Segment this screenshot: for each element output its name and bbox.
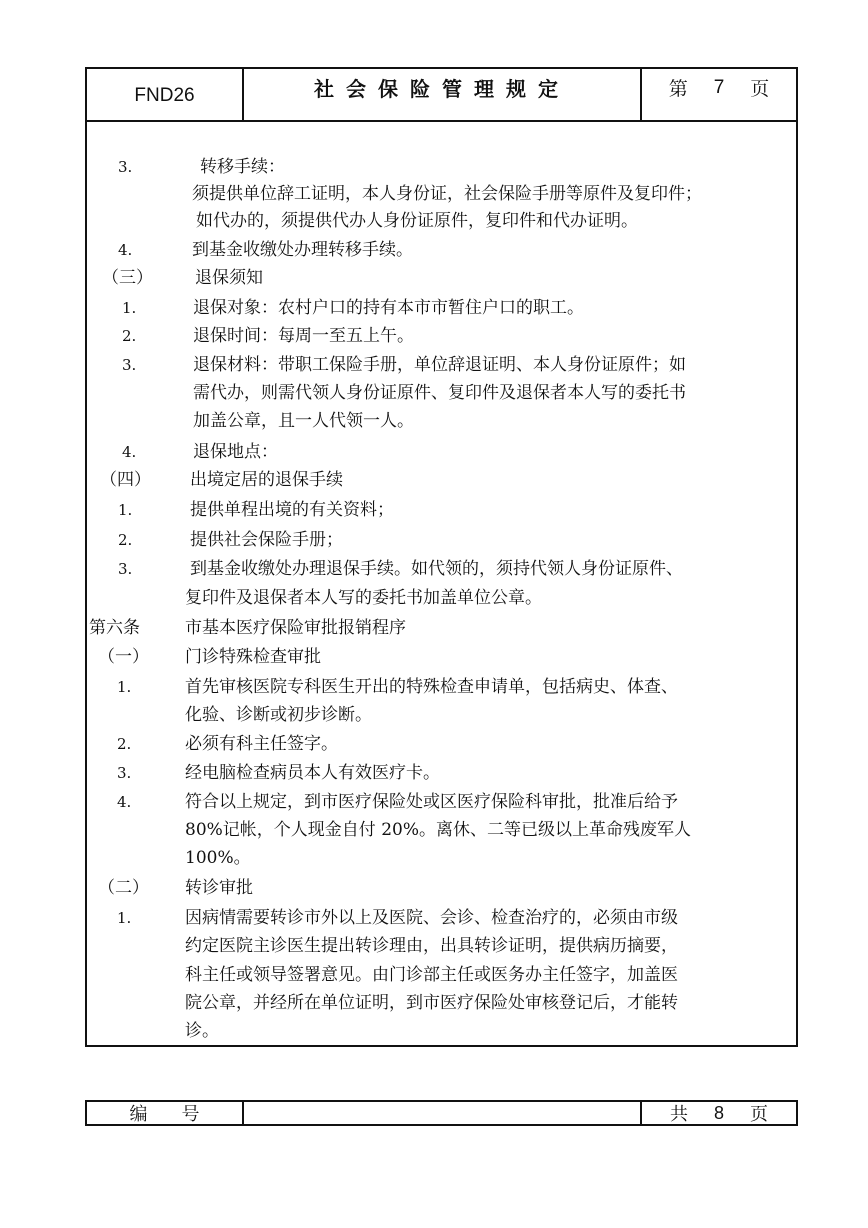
total-suffix: 页	[750, 1104, 768, 1125]
text-line: 退保对象：农村户口的持有本市市暂住户口的职工。	[193, 298, 584, 318]
item-number: 2.	[118, 531, 133, 549]
text-line: 院公章，并经所在单位证明，到市医疗保险处审核登记后，才能转	[185, 993, 678, 1013]
item-number: 3.	[118, 560, 133, 578]
text-line: 必须有科主任签字。	[185, 734, 338, 754]
item-number: 3.	[117, 764, 132, 782]
footer-total-pages	[642, 1102, 796, 1124]
item-number: 4.	[117, 793, 132, 811]
text-line: 门诊特殊检查审批	[185, 647, 321, 667]
text-line: 因病情需要转诊市外以上及医院、会诊、检查治疗的，必须由市级	[185, 908, 678, 928]
item-number: （一）	[98, 647, 149, 667]
page-number: 7	[713, 76, 725, 98]
item-number: 4.	[122, 443, 137, 461]
text-line: 经电脑检查病员本人有效医疗卡。	[185, 763, 440, 783]
text-line: 如代办的，须提供代办人身份证原件，复印件和代办证明。	[196, 211, 638, 231]
text-line: 到基金收缴处办理退保手续。如代领的，须持代领人身份证原件、	[190, 559, 683, 579]
item-number: 2.	[122, 327, 137, 345]
text-line: 转诊审批	[185, 878, 253, 898]
text-line: 约定医院主诊医生提出转诊理由，出具转诊证明，提供病历摘要，	[185, 936, 678, 956]
text-line: 100%。	[185, 848, 251, 868]
text-line: 复印件及退保者本人写的委托书加盖单位公章。	[185, 588, 542, 608]
text-line: 提供单程出境的有关资料；	[190, 500, 394, 520]
footer-label-text: 编号	[129, 1104, 234, 1125]
item-number: 1.	[118, 501, 133, 519]
item-number: （三）	[102, 268, 153, 288]
text-line: 退保时间：每周一至五上午。	[193, 326, 414, 346]
text-line: 退保材料：带职工保险手册，单位辞退证明、本人身份证原件；如	[193, 355, 686, 375]
text-line: 80%记帐，个人现金自付 20%。离休、二等已级以上革命残废军人	[185, 820, 691, 840]
total-pages-number: 8	[713, 1102, 724, 1123]
item-number: 3.	[118, 158, 133, 176]
text-line: 出境定居的退保手续	[190, 470, 343, 490]
text-line: 提供社会保险手册；	[190, 530, 343, 550]
text-line: 需代办，则需代领人身份证原件、复印件及退保者本人写的委托书	[193, 383, 686, 403]
footer-number-label	[87, 1102, 244, 1124]
item-number: 3.	[122, 356, 137, 374]
text-line: 诊。	[185, 1021, 219, 1041]
document-header	[85, 67, 798, 122]
text-line: 科主任或领导签署意见。由门诊部主任或医务办主任签字，加盖医	[185, 965, 678, 985]
text-line: 退保须知	[195, 268, 263, 288]
document-title: 社会保险管理规定	[244, 69, 642, 120]
text-line: 退保地点：	[193, 442, 278, 462]
item-number: 第六条	[89, 618, 140, 638]
text-line: 加盖公章，且一人代领一人。	[193, 411, 414, 431]
item-number: 1.	[122, 299, 137, 317]
page-prefix: 第	[668, 78, 688, 100]
text-line: 化验、诊断或初步诊断。	[185, 705, 372, 725]
text-line: 转移手续：	[200, 157, 285, 177]
text-line: 须提供单位辞工证明，本人身份证，社会保险手册等原件及复印件；	[192, 184, 702, 204]
footer-blank-cell	[244, 1102, 642, 1124]
document-code: FND26	[87, 69, 244, 120]
page-suffix: 页	[750, 78, 770, 100]
page-indicator	[642, 69, 796, 120]
text-line: 符合以上规定，到市医疗保险处或区医疗保险科审批，批准后给予	[185, 792, 678, 812]
item-number: （二）	[98, 878, 149, 898]
text-line: 市基本医疗保险审批报销程序	[185, 618, 406, 638]
document-footer	[85, 1100, 798, 1126]
item-number: 1.	[117, 678, 132, 696]
item-number: 4.	[118, 241, 133, 259]
text-line: 首先审核医院专科医生开出的特殊检查申请单，包括病史、体查、	[185, 677, 678, 697]
total-prefix: 共	[669, 1104, 688, 1125]
item-number: （四）	[100, 470, 151, 490]
item-number: 2.	[117, 735, 132, 753]
text-line: 到基金收缴处办理转移手续。	[192, 240, 413, 260]
item-number: 1.	[117, 909, 132, 927]
